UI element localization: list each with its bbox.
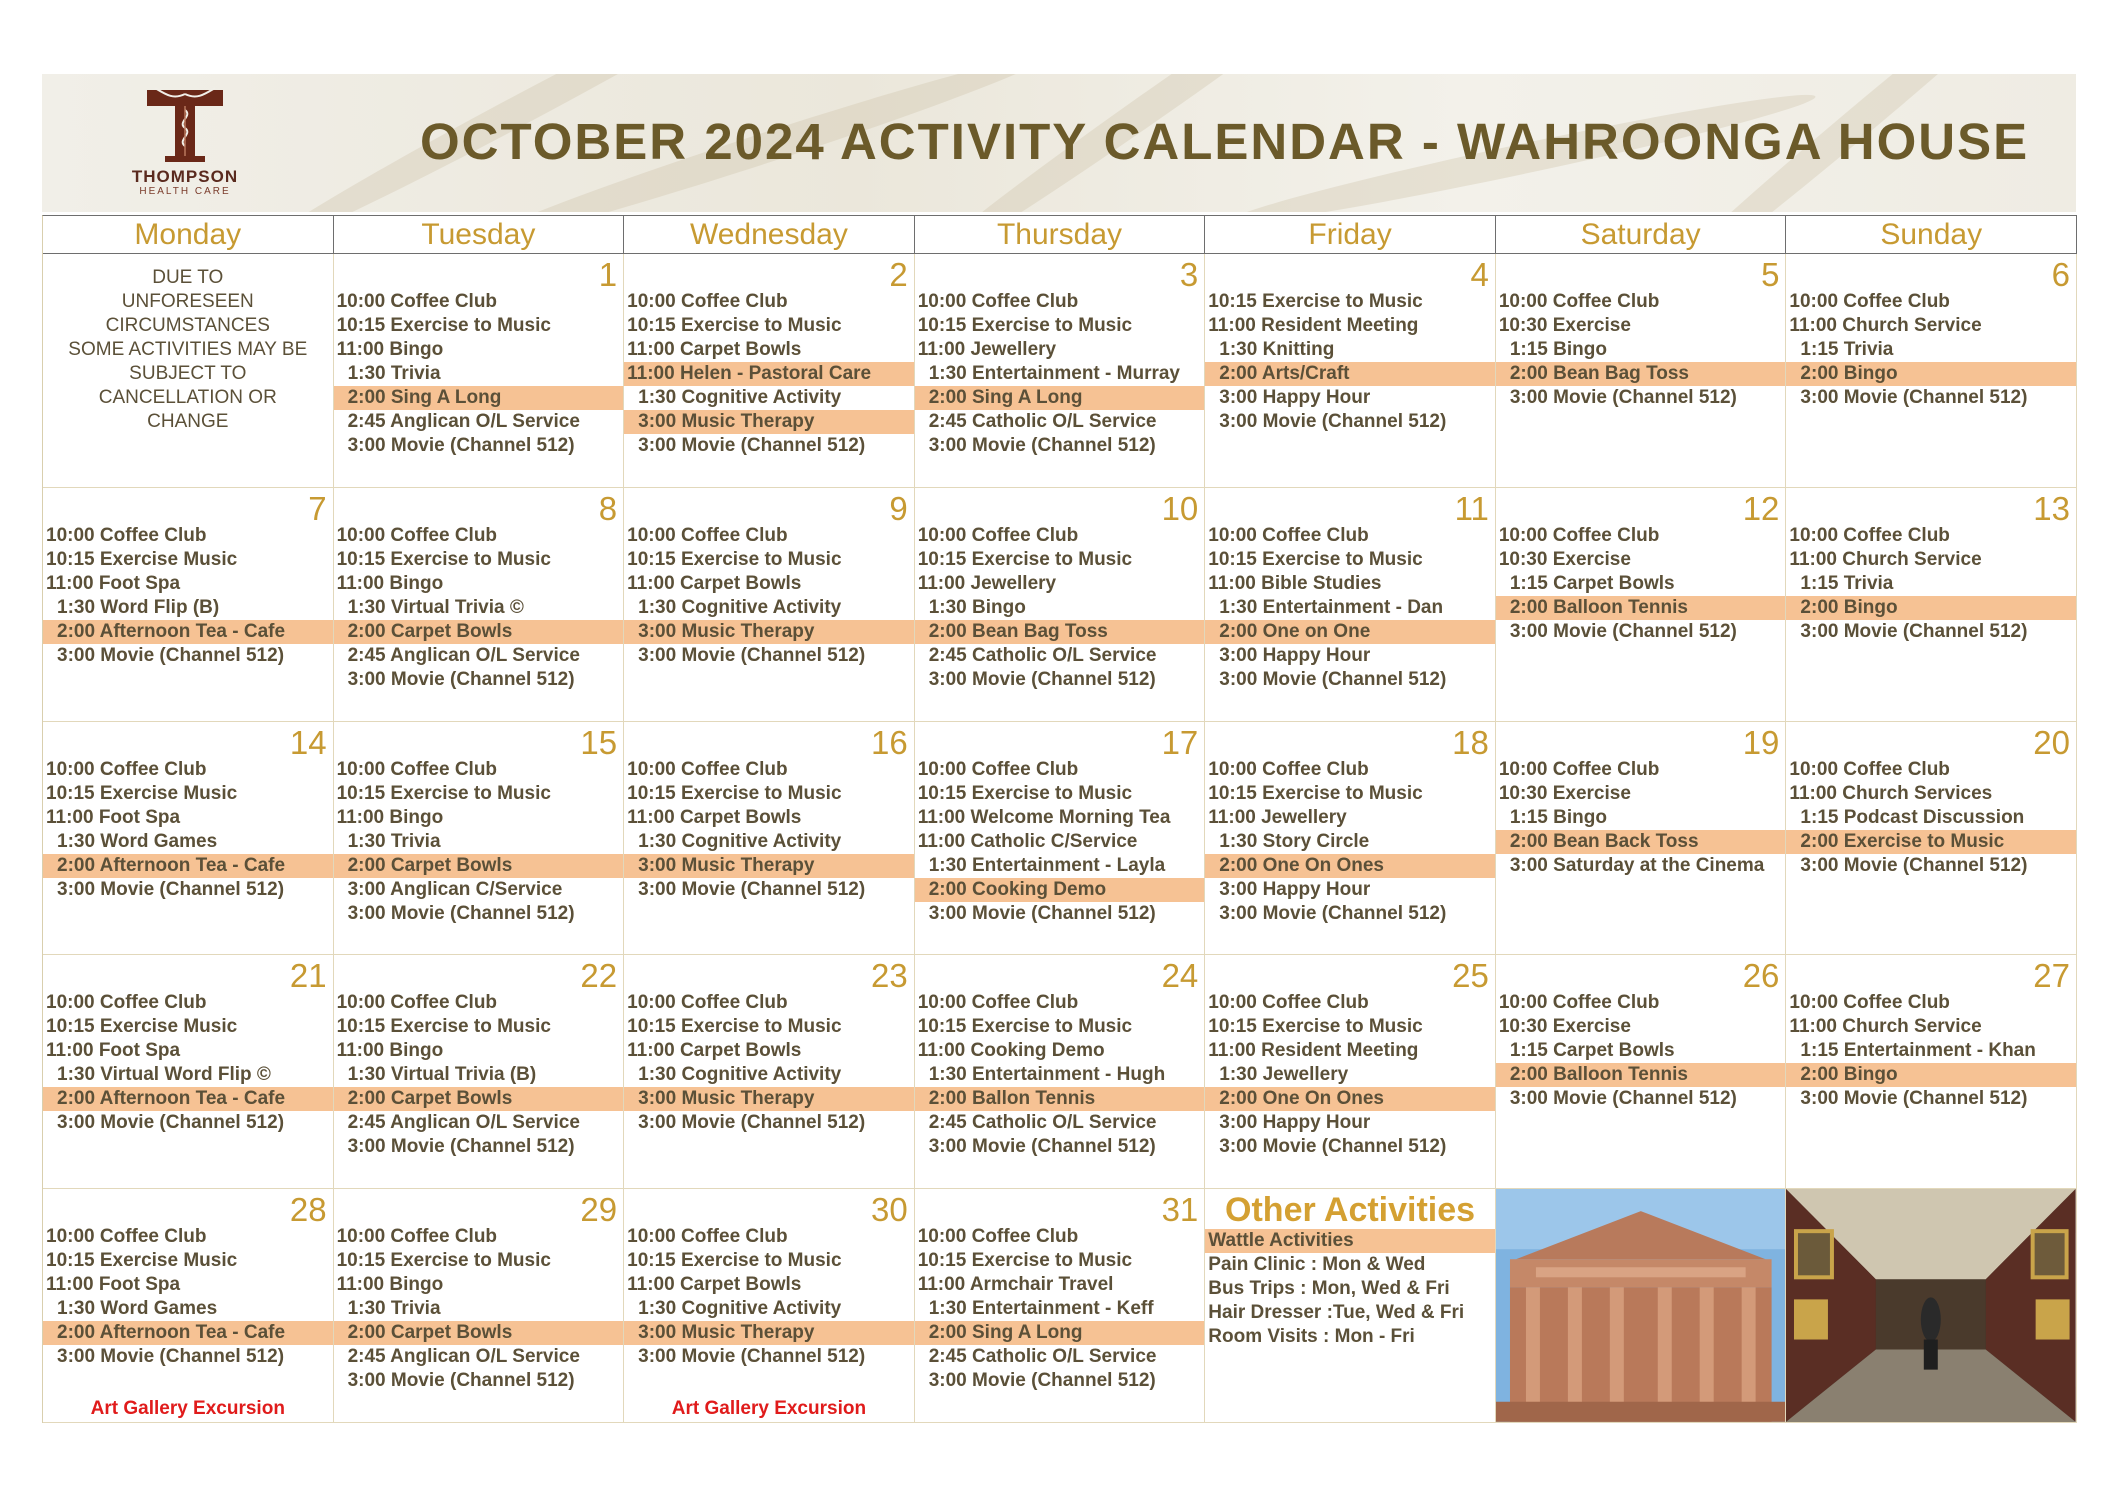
day-number: 25 (1452, 957, 1489, 995)
activity-item: 10:30 Exercise (1498, 782, 1631, 804)
activity-item: 11:00 Foot Spa (46, 806, 181, 828)
activity-item: 11:00 Church Service (1789, 1016, 1982, 1038)
activity-item: 3:00 Movie (Channel 512) (638, 644, 866, 666)
activity-item: 3:00 Anglican C/Service (347, 878, 563, 900)
activity-item: 11:00 Jewellery (1208, 806, 1347, 828)
activity-item: 10:15 Exercise Music (46, 1250, 238, 1272)
activity-item: 3:00 Movie (Channel 512) (347, 902, 575, 924)
activity-item: 10:00 Coffee Club (336, 524, 498, 546)
day-number: 21 (289, 957, 327, 995)
day-number: 30 (870, 1191, 908, 1229)
day-cell-21 (43, 955, 334, 1189)
activity-item: 11:00 Foot Spa (46, 1274, 181, 1296)
day-number: 8 (598, 489, 618, 527)
activity-item: 2:00 Ballon Tennis (915, 1087, 1205, 1111)
activity-item: 11:00 Carpet Bowls (627, 806, 802, 828)
day-cell-30 (624, 1189, 915, 1423)
activity-item: 2:00 Bingo (1786, 362, 2076, 386)
activity-item: 11:00 Carpet Bowls (627, 1274, 802, 1296)
activity-item: 3:00 Movie (Channel 512) (57, 1112, 285, 1134)
activity-item: 11:00 Bingo (336, 1040, 444, 1062)
activity-item: 3:00 Movie (Channel 512) (1800, 854, 2028, 876)
activity-item: 1:30 Cognitive Activity (638, 1298, 842, 1320)
day-cell-3 (915, 254, 1206, 488)
activity-item: 10:15 Exercise to Music (627, 782, 842, 804)
activity-item: 1:30 Cognitive Activity (638, 387, 842, 408)
activity-item: 2:00 One on One (1205, 620, 1495, 644)
activity-item: 3:00 Movie (Channel 512) (57, 878, 285, 900)
activity-item: 10:00 Coffee Club (336, 758, 498, 780)
activity-item: 3:00 Saturday at the Cinema (1509, 854, 1765, 876)
activity-item: 10:00 Coffee Club (336, 291, 498, 312)
activity-item: 1:15 Bingo (1509, 806, 1607, 828)
activity-item: 3:00 Happy Hour (1219, 878, 1371, 900)
activity-item: 2:45 Anglican O/L Service (347, 644, 580, 666)
activity-item: 10:00 Coffee Club (46, 524, 207, 546)
activity-item: 2:00 Afternoon Tea - Cafe (43, 620, 333, 644)
activity-item: 10:15 Exercise to Music (1208, 1016, 1423, 1038)
activity-item: 11:00 Foot Spa (46, 572, 181, 594)
activity-item: 3:00 Movie (Channel 512) (928, 435, 1156, 456)
activity-item: 1:15 Carpet Bowls (1509, 1040, 1675, 1062)
activity-item: 10:00 Coffee Club (1498, 291, 1660, 312)
activity-item: 2:00 Bean Back Toss (1496, 830, 1786, 854)
activity-item: 11:00 Church Service (1789, 548, 1982, 570)
day-cell-16 (624, 722, 915, 956)
day-cell-2 (624, 254, 915, 488)
activity-item: 10:15 Exercise to Music (1208, 782, 1423, 804)
day-number: 28 (289, 1191, 327, 1229)
day-cell-25 (1205, 955, 1496, 1189)
activity-item: 2:45 Anglican O/L Service (347, 1112, 580, 1134)
activity-item: 10:15 Exercise Music (46, 782, 238, 804)
activity-item: 2:45 Anglican O/L Service (347, 411, 580, 432)
activity-item: 2:00 Afternoon Tea - Cafe (43, 1321, 333, 1345)
activity-item: 10:00 Coffee Club (1498, 992, 1660, 1014)
day-cell-18 (1205, 722, 1496, 956)
activity-item: 2:00 Bingo (1786, 596, 2076, 620)
activity-item: 2:00 Sing A Long (334, 386, 624, 410)
other-activity-item: Wattle Activities (1205, 1229, 1495, 1253)
activity-item: 11:00 Bible Studies (1208, 572, 1382, 594)
notice-line: CHANGE (147, 411, 229, 432)
art-gallery-exterior-photo (1496, 1189, 1786, 1422)
caduceus-logo-icon (145, 86, 225, 164)
activity-item: 2:00 Balloon Tennis (1496, 1063, 1786, 1087)
notice-line: CANCELLATION OR (98, 387, 277, 408)
day-cell-7 (43, 488, 334, 722)
activity-item: 10:15 Exercise to Music (917, 782, 1133, 804)
activity-item: 10:00 Coffee Club (1789, 758, 1950, 780)
activity-item: 1:15 Entertainment - Khan (1800, 1040, 2036, 1062)
day-cell-23 (624, 955, 915, 1189)
activity-item: 3:00 Movie (Channel 512) (638, 1112, 866, 1134)
activity-item: 10:15 Exercise to Music (336, 782, 551, 804)
activity-item: 11:00 Bingo (336, 806, 444, 828)
activity-item: 2:00 Bingo (1786, 1063, 2076, 1087)
activity-item: 10:15 Exercise to Music (627, 1250, 842, 1272)
activity-item: 3:00 Movie (Channel 512) (57, 1346, 285, 1368)
activity-item: 10:15 Exercise Music (46, 548, 238, 570)
day-number: 3 (1179, 256, 1199, 293)
activity-item: 2:45 Catholic O/L Service (928, 1112, 1157, 1134)
activity-item: 3:00 Movie (Channel 512) (1509, 387, 1737, 408)
activity-item: 11:00 Catholic C/Service (917, 830, 1138, 852)
activity-item: 11:00 Welcome Morning Tea (917, 806, 1171, 828)
day-cell-5 (1496, 254, 1787, 488)
day-cell-10 (915, 488, 1206, 722)
activity-item: 10:00 Coffee Club (1789, 992, 1950, 1014)
activity-item: 2:00 Carpet Bowls (334, 1087, 624, 1111)
day-cell-29 (334, 1189, 625, 1423)
activity-item: 1:15 Trivia (1800, 572, 1894, 594)
activity-item: 2:00 Afternoon Tea - Cafe (43, 1087, 333, 1111)
activity-item: 1:30 Word Games (57, 830, 218, 852)
day-number: 5 (1761, 256, 1780, 293)
activity-item: 10:00 Coffee Club (336, 1226, 498, 1248)
activity-item: 1:30 Virtual Trivia © (347, 596, 524, 618)
day-cell-6 (1786, 254, 2077, 488)
activity-item: 10:15 Exercise to Music (1208, 548, 1423, 570)
day-number: 1 (598, 256, 618, 293)
day-cell-31 (915, 1189, 1206, 1423)
activity-item: 10:00 Coffee Club (46, 758, 207, 780)
day-number: 23 (870, 957, 908, 995)
activity-item: 2:00 Arts/Craft (1205, 362, 1495, 386)
activity-item: 3:00 Music Therapy (624, 410, 914, 434)
activity-item: 11:00 Bingo (336, 339, 444, 360)
day-number: 11 (1454, 489, 1489, 527)
activity-item: 3:00 Movie (Channel 512) (1800, 387, 2028, 408)
day-number: 4 (1470, 256, 1489, 293)
day-number: 2 (889, 256, 908, 293)
activity-item: 1:30 Knitting (1219, 339, 1335, 360)
activity-item: 3:00 Movie (Channel 512) (638, 878, 866, 900)
activity-item: 10:00 Coffee Club (1208, 758, 1369, 780)
notice-line: SOME ACTIVITIES MAY BE (68, 339, 308, 360)
activity-item: 10:15 Exercise to Music (336, 315, 551, 336)
activity-item: 10:00 Coffee Club (1789, 524, 1950, 546)
activity-item: 11:00 Helen - Pastoral Care (624, 362, 914, 386)
activity-item: 10:30 Exercise (1498, 315, 1631, 336)
activity-item: 3:00 Movie (Channel 512) (638, 435, 866, 456)
activity-item: 10:00 Coffee Club (627, 992, 788, 1014)
activity-item: 1:15 Trivia (1800, 339, 1894, 360)
brand-name: THOMPSON (131, 167, 239, 186)
activity-item: 1:30 Cognitive Activity (638, 830, 842, 852)
activity-item: 10:00 Coffee Club (917, 1226, 1079, 1248)
activity-item: 11:00 Church Service (1789, 315, 1982, 336)
activity-item: 1:30 Entertainment - Dan (1219, 596, 1444, 618)
activity-item: 10:15 Exercise to Music (336, 548, 551, 570)
activity-item: 2:00 Afternoon Tea - Cafe (43, 854, 333, 878)
activity-item: 10:15 Exercise Music (46, 1016, 238, 1038)
activity-item: 1:30 Virtual Word Flip © (57, 1064, 271, 1086)
activity-item: 3:00 Happy Hour (1219, 387, 1371, 408)
day-number: 18 (1452, 723, 1489, 761)
day-cell-19 (1496, 722, 1787, 956)
day-header-sunday: Sunday (1786, 216, 2077, 254)
activity-item: 2:00 Bean Bag Toss (1496, 362, 1786, 386)
activity-item: 2:00 One On Ones (1205, 1087, 1495, 1111)
activity-item: 10:15 Exercise to Music (627, 548, 842, 570)
activity-item: 11:00 Bingo (336, 1274, 444, 1296)
activity-item: 10:15 Exercise to Music (1208, 291, 1423, 312)
activity-item: 3:00 Movie (Channel 512) (928, 902, 1156, 924)
activity-item: 3:00 Music Therapy (624, 1321, 914, 1345)
activity-item: 1:15 Podcast Discussion (1800, 806, 2025, 828)
day-number: 17 (1161, 723, 1199, 761)
brand-subtitle: HEALTH CARE (139, 186, 231, 197)
activity-item: 2:45 Catholic O/L Service (928, 644, 1157, 666)
activity-item: 2:00 Carpet Bowls (334, 620, 624, 644)
activity-item: 11:00 Cooking Demo (917, 1040, 1105, 1062)
day-cell-9 (624, 488, 915, 722)
other-activity-item: Room Visits : Mon - Fri (1208, 1326, 1415, 1348)
activity-item: 1:30 Word Games (57, 1298, 218, 1320)
activity-item: 11:00 Carpet Bowls (627, 572, 802, 594)
activity-item: 10:30 Exercise (1498, 548, 1631, 570)
art-gallery-interior-photo (1786, 1189, 2076, 1422)
activity-item: 1:30 Trivia (347, 363, 441, 384)
activity-item: 10:00 Coffee Club (917, 992, 1079, 1014)
activity-item: 3:00 Movie (Channel 512) (928, 668, 1156, 690)
activity-item: 3:00 Music Therapy (624, 1087, 914, 1111)
activity-item: 3:00 Movie (Channel 512) (57, 644, 285, 666)
activity-item: 11:00 Bingo (336, 572, 444, 594)
activity-item: 3:00 Music Therapy (624, 620, 914, 644)
activity-item: 1:30 Entertainment - Hugh (928, 1064, 1166, 1086)
day-number: 27 (2033, 957, 2070, 995)
notice-line: UNFORESEEN (121, 291, 254, 312)
calendar-grid (42, 215, 2077, 1423)
activity-item: 10:00 Coffee Club (917, 524, 1079, 546)
activity-item: 1:30 Trivia (347, 830, 441, 852)
activity-item: 2:00 Balloon Tennis (1496, 596, 1786, 620)
activity-item: 10:15 Exercise to Music (917, 548, 1133, 570)
activity-item: 10:00 Coffee Club (917, 291, 1079, 312)
activity-item: 10:15 Exercise to Music (917, 315, 1133, 336)
activity-item: 1:30 Entertainment - Layla (928, 854, 1166, 876)
excursion-label: Art Gallery Excursion (671, 1398, 867, 1419)
day-cell-11 (1205, 488, 1496, 722)
activity-item: 3:00 Movie (Channel 512) (1800, 620, 2028, 642)
activity-item: 2:00 One On Ones (1205, 854, 1495, 878)
day-header-wednesday: Wednesday (624, 216, 915, 254)
day-number: 15 (580, 723, 618, 761)
day-cell-14 (43, 722, 334, 956)
activity-item: 10:15 Exercise to Music (627, 1016, 842, 1038)
day-number: 31 (1161, 1191, 1199, 1229)
activity-item: 10:15 Exercise to Music (917, 1250, 1133, 1272)
activity-item: 2:00 Sing A Long (915, 386, 1205, 410)
day-cell-27 (1786, 955, 2077, 1189)
activity-item: 10:00 Coffee Club (627, 1226, 788, 1248)
day-header-monday: Monday (43, 216, 334, 254)
thompson-logo (110, 86, 260, 197)
activity-item: 3:00 Movie (Channel 512) (347, 435, 575, 456)
activity-item: 3:00 Movie (Channel 512) (347, 668, 575, 690)
activity-item: 2:45 Catholic O/L Service (928, 1346, 1157, 1368)
day-number: 6 (2051, 256, 2070, 293)
day-cell-17 (915, 722, 1206, 956)
activity-item: 2:00 Carpet Bowls (334, 854, 624, 878)
activity-item: 11:00 Church Services (1789, 782, 1993, 804)
day-header-friday: Friday (1205, 216, 1496, 254)
day-cell-24 (915, 955, 1206, 1189)
activity-item: 3:00 Movie (Channel 512) (347, 1370, 575, 1392)
activity-item: 11:00 Resident Meeting (1208, 315, 1419, 336)
day-header-thursday: Thursday (915, 216, 1206, 254)
activity-item: 10:00 Coffee Club (627, 758, 788, 780)
activity-item: 3:00 Movie (Channel 512) (347, 1136, 575, 1158)
activity-item: 3:00 Movie (Channel 512) (928, 1370, 1156, 1392)
activity-item: 1:15 Bingo (1509, 339, 1607, 360)
activity-item: 1:30 Virtual Trivia (B) (347, 1064, 537, 1086)
day-header-saturday: Saturday (1496, 216, 1787, 254)
day-number: 24 (1161, 957, 1199, 995)
activity-item: 2:45 Anglican O/L Service (347, 1346, 580, 1368)
day-number: 20 (2033, 723, 2070, 761)
day-cell-20 (1786, 722, 2077, 956)
activity-item: 10:15 Exercise to Music (336, 1016, 551, 1038)
activity-item: 1:30 Story Circle (1219, 830, 1370, 852)
notice-line: CIRCUMSTANCES (105, 315, 270, 336)
activity-item: 11:00 Jewellery (917, 572, 1057, 594)
activity-item: 3:00 Happy Hour (1219, 644, 1371, 666)
activity-item: 10:00 Coffee Club (1208, 992, 1369, 1014)
activity-item: 10:00 Coffee Club (1498, 758, 1660, 780)
notice-line: DUE TO (152, 267, 224, 288)
activity-item: 2:00 Carpet Bowls (334, 1321, 624, 1345)
activity-item: 10:00 Coffee Club (1498, 524, 1660, 546)
activity-item: 2:00 Exercise to Music (1786, 830, 2076, 854)
activity-item: 11:00 Foot Spa (46, 1040, 181, 1062)
activity-item: 10:00 Coffee Club (917, 758, 1079, 780)
notice-line: SUBJECT TO (129, 363, 247, 384)
activity-item: 3:00 Movie (Channel 512) (1219, 902, 1447, 924)
activity-item: 3:00 Movie (Channel 512) (1509, 620, 1737, 642)
activity-item: 3:00 Music Therapy (624, 854, 914, 878)
activity-item: 2:00 Bean Bag Toss (915, 620, 1205, 644)
day-cell-12 (1496, 488, 1787, 722)
activity-item: 3:00 Movie (Channel 512) (928, 1136, 1156, 1158)
day-number: 13 (2033, 489, 2070, 527)
activity-item: 1:30 Word Flip (B) (57, 596, 220, 618)
day-number: 26 (1742, 957, 1780, 995)
activity-item: 1:30 Entertainment - Murray (928, 363, 1180, 384)
other-activity-item: Pain Clinic : Mon & Wed (1208, 1254, 1426, 1276)
cancellation-notice (43, 256, 333, 434)
day-number: 22 (580, 957, 618, 995)
day-number: 16 (870, 723, 908, 761)
day-number: 7 (308, 489, 327, 527)
day-cell-15 (334, 722, 625, 956)
other-activity-item: Bus Trips : Mon, Wed & Fri (1208, 1278, 1450, 1300)
activity-item: 11:00 Armchair Travel (917, 1274, 1114, 1296)
activity-item: 10:00 Coffee Club (336, 992, 498, 1014)
day-cell-4 (1205, 254, 1496, 488)
day-cell-26 (1496, 955, 1787, 1189)
activity-item: 1:30 Trivia (347, 1298, 441, 1320)
day-cell-22 (334, 955, 625, 1189)
activity-item: 10:15 Exercise to Music (917, 1016, 1133, 1038)
day-number: 9 (889, 489, 908, 527)
photo-cell-gallery-exterior (1496, 1189, 1787, 1423)
day-header-tuesday: Tuesday (334, 216, 625, 254)
activity-item: 10:00 Coffee Club (46, 992, 207, 1014)
activity-item: 10:00 Coffee Club (627, 524, 788, 546)
activity-item: 11:00 Resident Meeting (1208, 1040, 1419, 1062)
activity-item: 3:00 Happy Hour (1219, 1112, 1371, 1134)
day-number: 12 (1742, 489, 1780, 527)
activity-item: 1:30 Entertainment - Keff (928, 1298, 1154, 1320)
day-cell-28 (43, 1189, 334, 1423)
activity-item: 3:00 Movie (Channel 512) (1509, 1088, 1737, 1110)
day-cell-1 (334, 254, 625, 488)
activity-item: 1:15 Carpet Bowls (1509, 572, 1675, 594)
photo-cell-gallery-interior (1786, 1189, 2077, 1423)
day-cell-8 (334, 488, 625, 722)
activity-item: 2:00 Cooking Demo (915, 878, 1205, 902)
day-number: 19 (1742, 723, 1780, 761)
page-title: OCTOBER 2024 ACTIVITY CALENDAR - WAHROONGA HOUSE (420, 113, 2030, 170)
activity-item: 3:00 Movie (Channel 512) (1219, 411, 1447, 432)
activity-item: 11:00 Jewellery (917, 339, 1057, 360)
activity-item: 2:00 Sing A Long (915, 1321, 1205, 1345)
activity-item: 1:30 Cognitive Activity (638, 1064, 842, 1086)
day-number: 10 (1161, 489, 1199, 527)
other-activities-cell (1205, 1189, 1496, 1423)
activity-item: 1:30 Bingo (928, 596, 1026, 618)
activity-item: 10:00 Coffee Club (1789, 291, 1950, 312)
notice-cell (43, 254, 334, 488)
other-activity-item: Hair Dresser :Tue, Wed & Fri (1208, 1302, 1465, 1324)
activity-item: 10:00 Coffee Club (1208, 524, 1369, 546)
day-number: 29 (580, 1191, 618, 1229)
activity-item: 3:00 Movie (Channel 512) (1219, 668, 1447, 690)
activity-item: 10:15 Exercise to Music (627, 315, 842, 336)
excursion-label: Art Gallery Excursion (90, 1398, 285, 1419)
activity-item: 11:00 Carpet Bowls (627, 339, 802, 360)
activity-item: 10:15 Exercise to Music (336, 1250, 551, 1272)
activity-item: 3:00 Movie (Channel 512) (1219, 1136, 1447, 1158)
day-cell-13 (1786, 488, 2077, 722)
activity-item: 3:00 Movie (Channel 512) (638, 1346, 866, 1368)
activity-item: 2:45 Catholic O/L Service (928, 411, 1157, 432)
activity-item: 11:00 Carpet Bowls (627, 1040, 802, 1062)
activity-item: 10:00 Coffee Club (46, 1226, 207, 1248)
activity-item: 1:30 Cognitive Activity (638, 596, 842, 618)
day-number: 14 (289, 723, 327, 761)
activity-item: 10:00 Coffee Club (627, 291, 788, 312)
activity-item: 1:30 Jewellery (1219, 1064, 1349, 1086)
activity-item: 10:30 Exercise (1498, 1016, 1631, 1038)
activity-item: 3:00 Movie (Channel 512) (1800, 1088, 2028, 1110)
other-activities-heading: Other Activities (1225, 1191, 1476, 1230)
